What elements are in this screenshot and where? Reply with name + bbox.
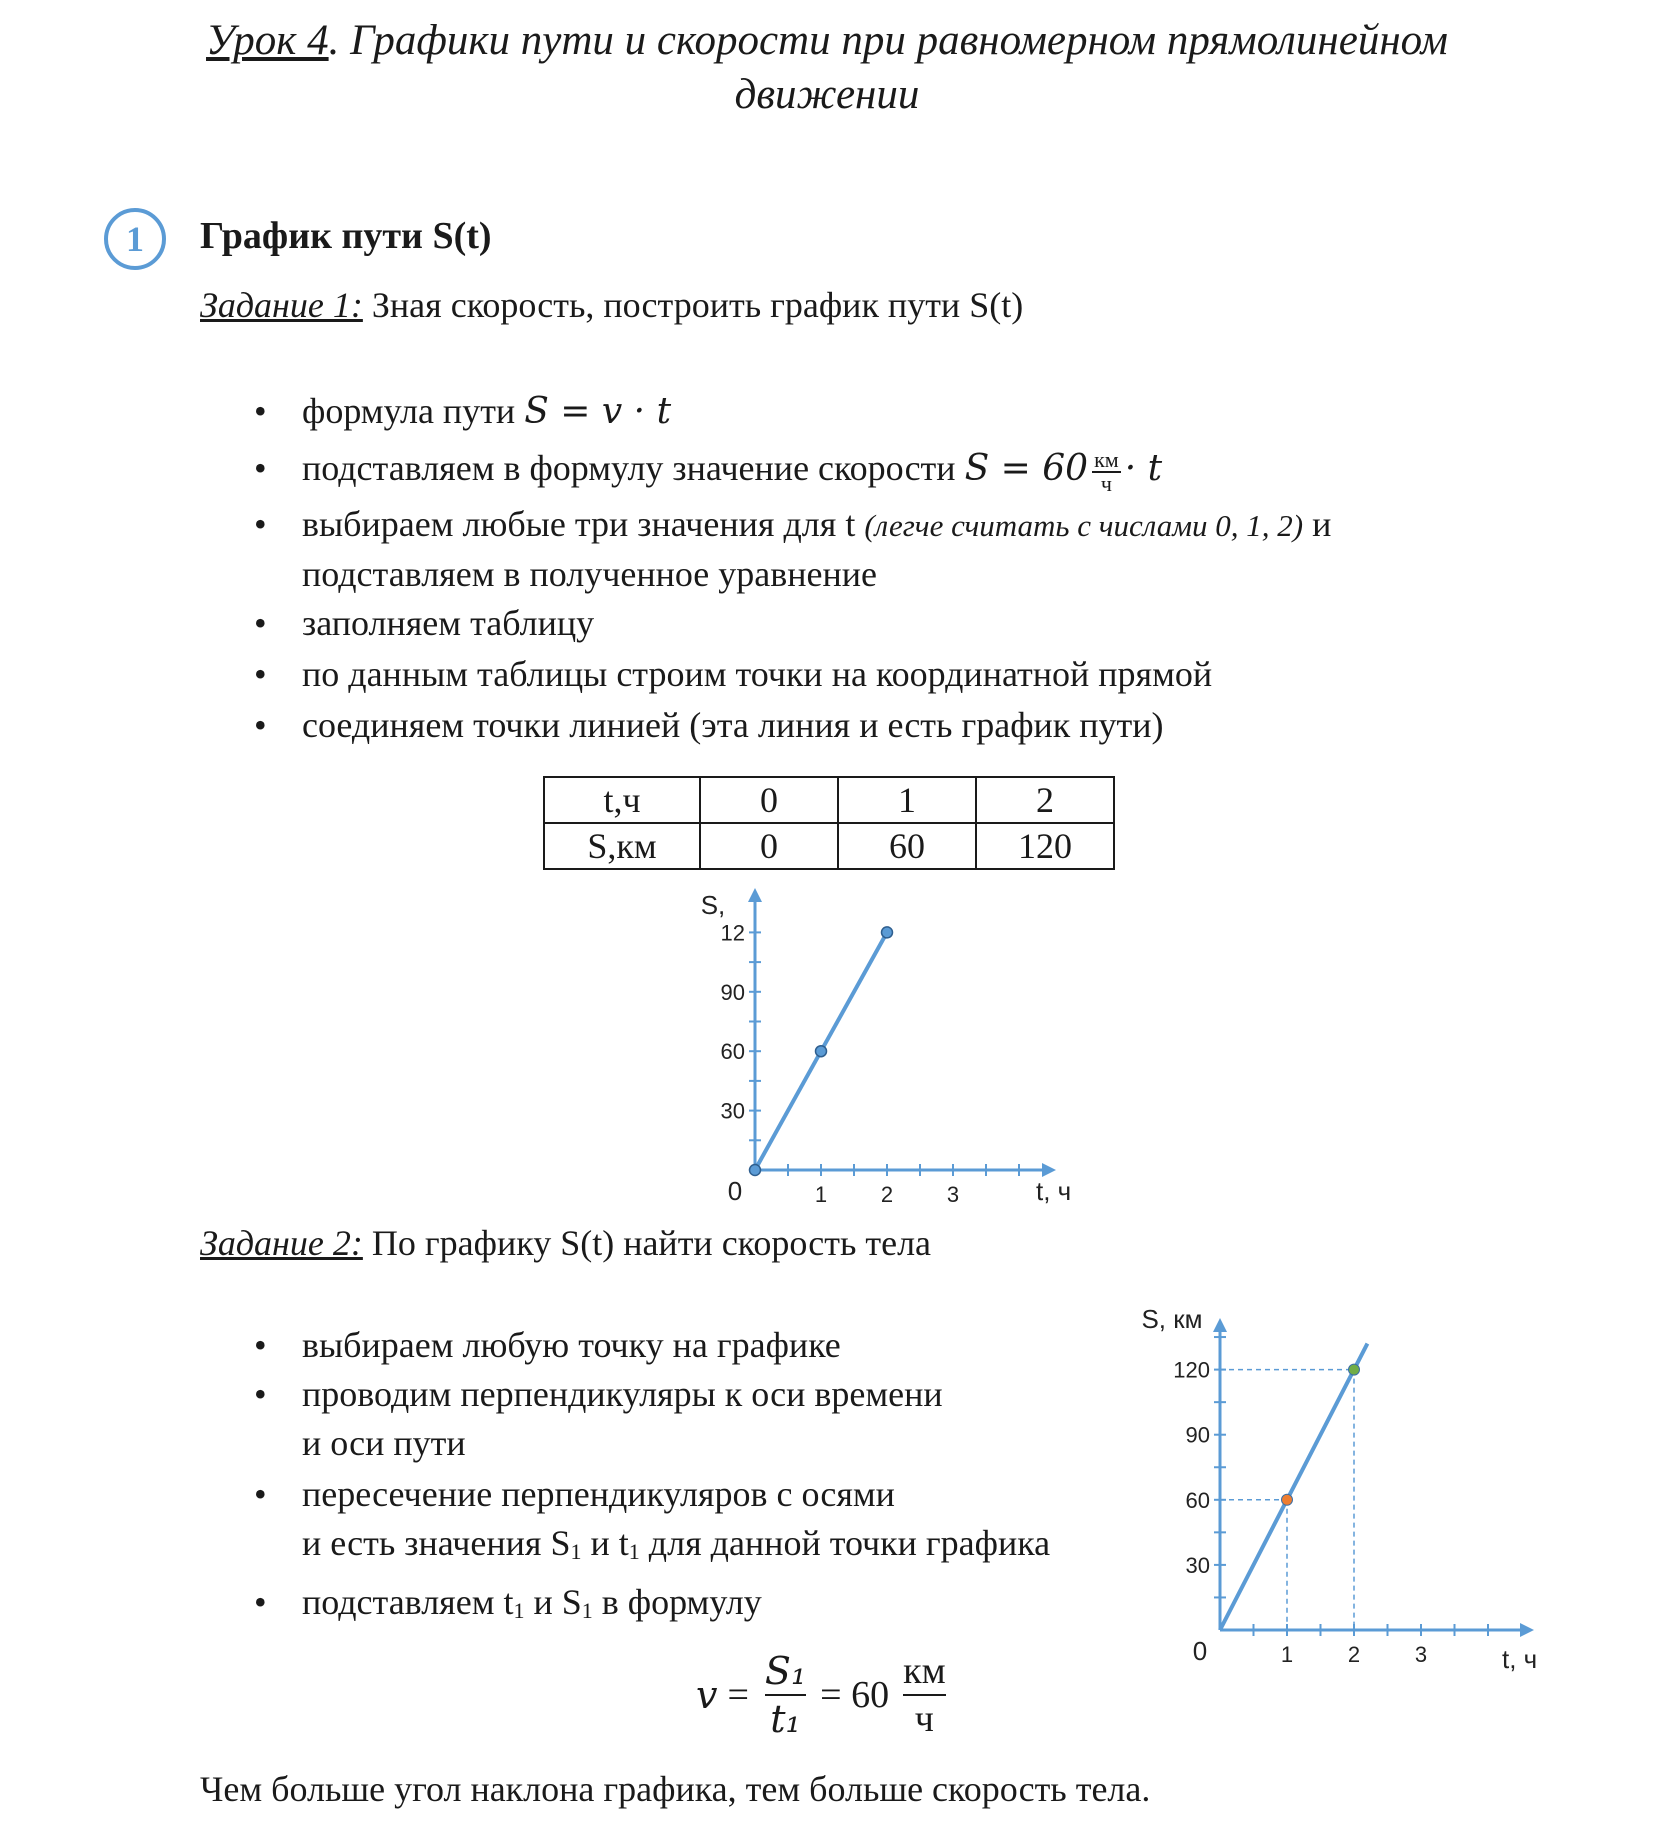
task2-text: По графику S(t) найти скорость тела — [362, 1223, 932, 1263]
formula-eq: = — [727, 1674, 749, 1716]
table-cell: t,ч — [544, 777, 700, 823]
page-title — [100, 14, 1554, 122]
x-tick-label: 1 — [814, 1182, 828, 1207]
step2-intersection — [254, 1470, 1050, 1576]
task1-heading — [200, 284, 1023, 326]
table-cell: 0 — [700, 823, 838, 869]
step2-sub-sub1: 1 — [513, 1598, 525, 1623]
data-point — [1282, 1494, 1293, 1505]
series-line — [1220, 1344, 1367, 1630]
step-substitute-text: подставляем в формулу значение скорости — [302, 448, 965, 488]
task2-steps — [254, 1320, 1050, 1637]
table-cell: 0 — [700, 777, 838, 823]
step2-sub-sub2: 1 — [581, 1598, 593, 1623]
y-tick-label: 12 — [720, 920, 745, 946]
table-row — [544, 823, 1114, 869]
step-substitute-t: · t — [1124, 448, 1163, 489]
x-axis-arrow — [1042, 1163, 1056, 1177]
formula-num: S₁ — [765, 1648, 806, 1696]
x-axis-arrow — [1520, 1623, 1534, 1637]
unit-num: км — [1094, 446, 1119, 472]
task1-steps — [254, 384, 1331, 751]
data-point — [1349, 1364, 1360, 1375]
step2-int-c: для данной точки графика — [639, 1523, 1051, 1563]
data-point — [750, 1165, 761, 1176]
y-axis-arrow — [1213, 1318, 1227, 1332]
section-number: 1 — [126, 219, 144, 259]
step2-int-b: и t — [581, 1523, 629, 1563]
section-title: График пути S(t) — [200, 215, 492, 257]
title-line2: движении — [734, 71, 920, 118]
x-tick-label: 2 — [880, 1182, 894, 1207]
y-axis-arrow — [748, 888, 762, 902]
y-tick-label: 90 — [720, 979, 745, 1005]
step2-perp-line2: и оси пути — [302, 1423, 466, 1463]
step2-int-sub2: 1 — [628, 1539, 640, 1564]
x-axis-label: t, ч — [1502, 1644, 1538, 1674]
task1-text: Зная скорость, построить график пути S(t) — [362, 285, 1024, 325]
step2-choose-point: • выбираем любую точку на графике — [254, 1320, 1050, 1370]
y-tick-label: 30 — [720, 1098, 745, 1124]
table-cell: S,км — [544, 823, 700, 869]
origin-label: 0 — [1192, 1636, 1208, 1666]
x-axis-label: t, ч — [1036, 1176, 1072, 1206]
formula-unit-den: ч — [914, 1698, 934, 1740]
step2-sub-c: в формулу — [592, 1582, 762, 1622]
x-tick-label: 3 — [1414, 1642, 1428, 1667]
step-substitute-math: S = 60 — [964, 448, 1089, 489]
step2-int-sub1: 1 — [570, 1539, 582, 1564]
step-formula-text: формула пути — [302, 391, 525, 431]
values-table — [543, 776, 1115, 870]
table-cell: 1 — [838, 777, 976, 823]
data-point — [816, 1046, 827, 1057]
conclusion-text: Чем больше угол наклона графика, тем больше скорость тела. — [200, 1769, 1151, 1809]
formula-fraction — [765, 1648, 806, 1742]
step-choose-values — [254, 500, 1331, 598]
step2-int-line1: пересечение перпендикуляров с осями — [302, 1474, 895, 1514]
y-axis-label: S, км — [1141, 1304, 1203, 1334]
task2-heading — [200, 1222, 931, 1264]
x-tick-label: 1 — [1280, 1642, 1294, 1667]
y-tick-label: 60 — [720, 1039, 745, 1065]
step2-sub-a: подставляем t — [302, 1582, 514, 1622]
x-tick-label: 2 — [1347, 1642, 1361, 1667]
formula-den: t₁ — [770, 1697, 801, 1741]
distance-chart-2 — [1120, 1290, 1540, 1690]
table-row — [544, 777, 1114, 823]
origin-label: 0 — [727, 1176, 743, 1206]
table-cell: 120 — [976, 823, 1114, 869]
y-tick-label: 60 — [1185, 1487, 1210, 1513]
distance-chart-1 — [680, 880, 1100, 1220]
y-tick-label: 90 — [1185, 1422, 1210, 1448]
formula-unit-num: км — [903, 1648, 946, 1696]
step-substitute — [254, 441, 1331, 496]
step-choose-tail: и — [1303, 504, 1332, 544]
step-formula — [254, 384, 1331, 439]
task1-label: Задание 1: — [200, 285, 363, 325]
step-choose-text: выбираем любые три значения для t — [302, 504, 865, 544]
y-tick-label: 120 — [1173, 1357, 1210, 1383]
step-connect-points: • соединяем точки линией (эта линия и есть график пути) — [254, 700, 1331, 751]
x-tick-label: 3 — [946, 1182, 960, 1207]
unit-den: ч — [1100, 470, 1112, 496]
step-formula-math: S = v · t — [524, 391, 672, 432]
section-number-badge — [104, 208, 166, 270]
step-choose-line2: подставляем в полученное уравнение — [302, 554, 877, 594]
lesson-label: Урок 4 — [206, 17, 329, 64]
step-choose-hint: (легче считать с числами 0, 1, 2) — [864, 508, 1304, 543]
step2-substitute — [254, 1576, 1050, 1637]
task2-label: Задание 2: — [200, 1223, 363, 1263]
step-fill-table: • заполняем таблицу — [254, 598, 1331, 649]
formula-v: v — [696, 1673, 718, 1717]
formula-value: = 60 — [820, 1674, 890, 1716]
table-cell: 60 — [838, 823, 976, 869]
formula-unit — [903, 1648, 946, 1742]
table-cell: 2 — [976, 777, 1114, 823]
step2-int-a: и есть значения S — [302, 1523, 571, 1563]
step2-perpendiculars — [254, 1370, 1050, 1468]
y-tick-label: 30 — [1185, 1552, 1210, 1578]
step-plot-points: • по данным таблицы строим точки на координатной прямой — [254, 649, 1331, 700]
unit-fraction — [1092, 446, 1121, 496]
title-text: . Графики пути и скорости при равномерном прямолинейном — [328, 17, 1448, 64]
step2-perp-line1: проводим перпендикуляры к оси времени — [302, 1374, 943, 1414]
step2-sub-b: и S — [524, 1582, 582, 1622]
velocity-formula — [696, 1648, 952, 1742]
y-axis-label: S, — [700, 890, 726, 920]
data-point — [882, 927, 893, 938]
